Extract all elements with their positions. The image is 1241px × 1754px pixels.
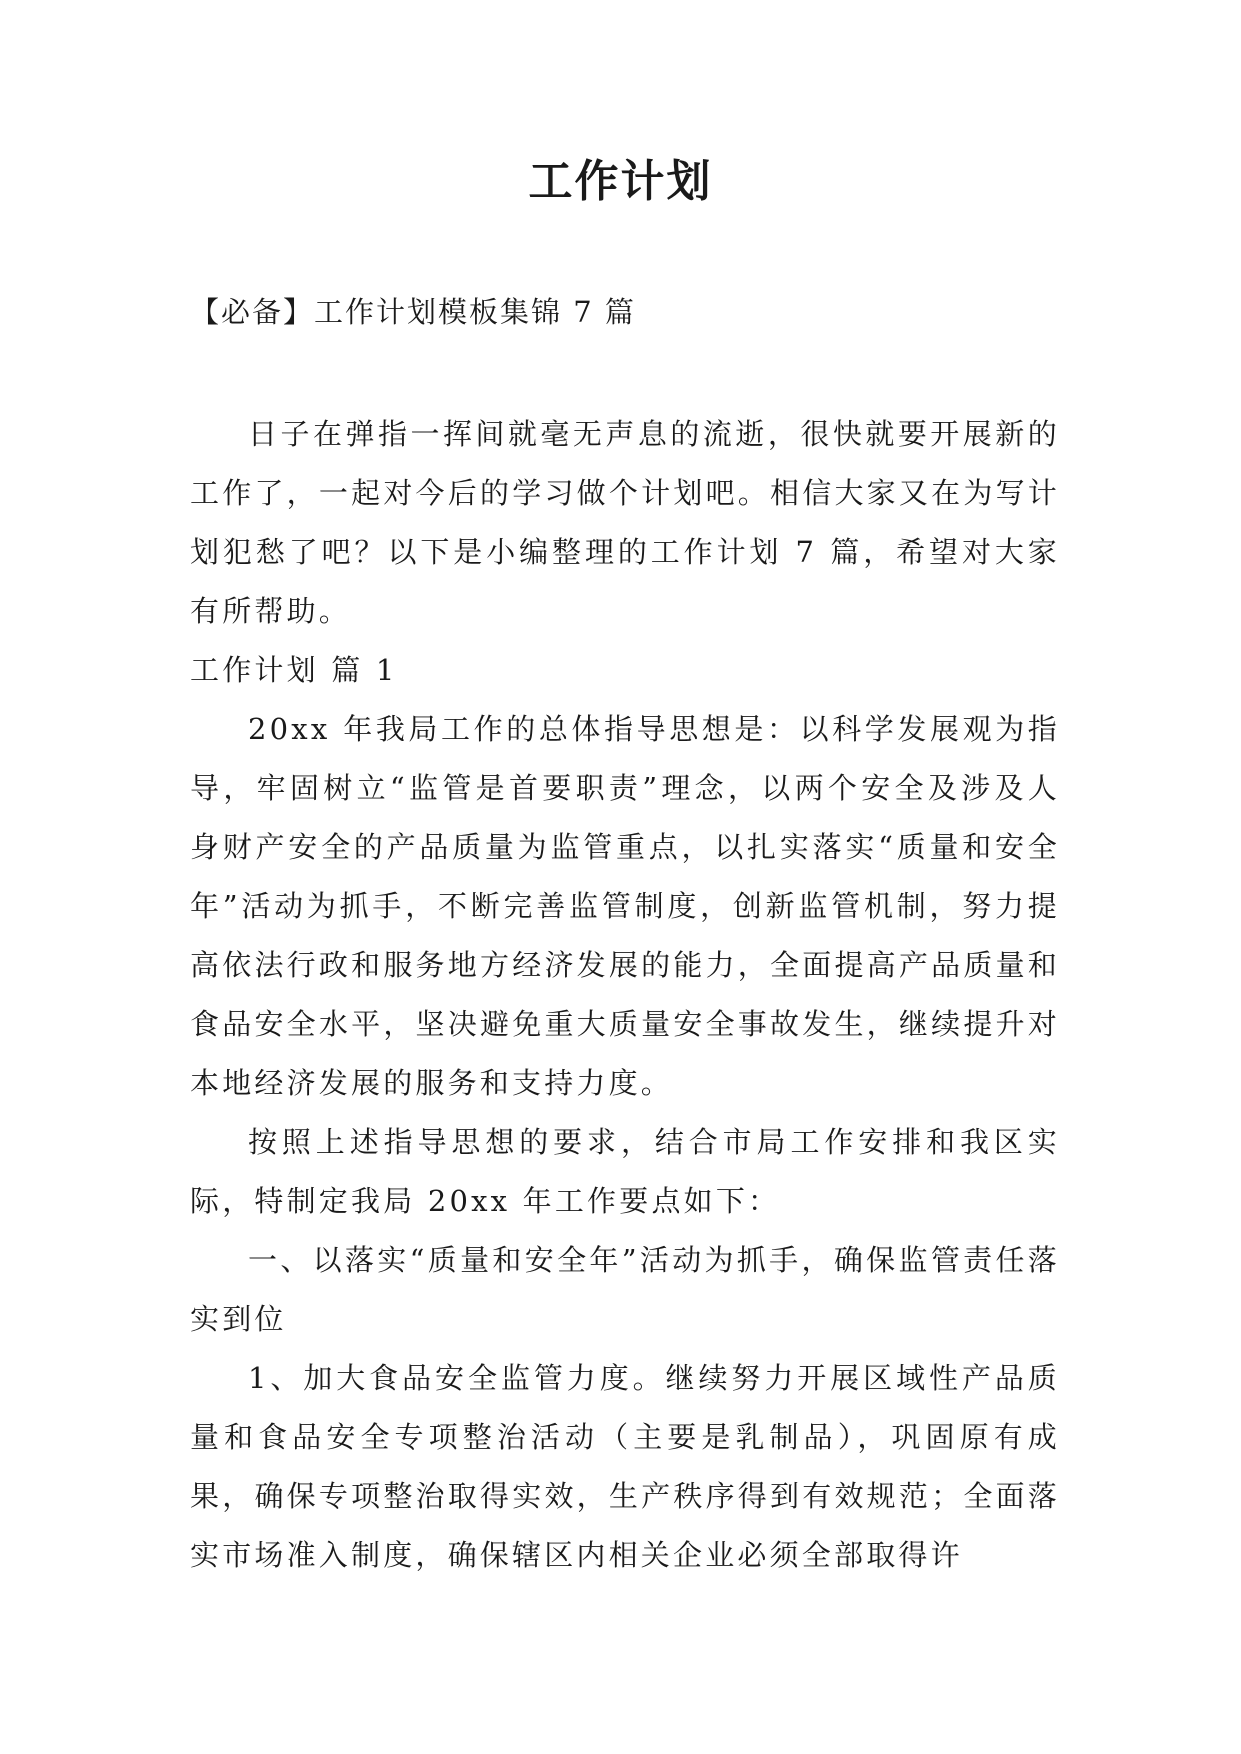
- guiding-thought-paragraph: 20xx 年我局工作的总体指导思想是：以科学发展观为指导，牢固树立“监管是首要职责”理念，以两个安全及涉及人身财产安全的产品质量为监管重点，以扎实落实“质量和安全年”活动为抓手，不断完善监管制度，创新监管机制，努力提高依法行政和服务地方经济发展的能力，全面提高产品质量和食品安全水平，坚决避免重大质量安全事故发生，继续提升对本地经济发展的服务和支持力度。: [190, 712, 1060, 1100]
- point-one-heading: 一、以落实“质量和安全年”活动为抓手，确保监管责任落实到位: [190, 1243, 1060, 1336]
- key-points-intro-paragraph: 按照上述指导思想的要求，结合市局工作安排和我区实际，特制定我局 20xx 年工作要点如下：: [190, 1125, 1060, 1218]
- section-heading: 工作计划 篇 1: [190, 653, 398, 687]
- document-body: [190, 405, 1060, 1585]
- item-one-paragraph: 1、加大食品安全监管力度。继续努力开展区域性产品质量和食品安全专项整治活动（主要是乳制品），巩固原有成果，确保专项整治取得实效，生产秩序得到有效规范；全面落实市场准入制度，确保辖区内相关企业必须全部取得许: [190, 1361, 1060, 1572]
- document-subtitle: 【必备】工作计划模板集锦 7 篇: [190, 295, 636, 329]
- document-title: 工作计划: [528, 156, 713, 207]
- intro-paragraph: 日子在弹指一挥间就毫无声息的流逝，很快就要开展新的工作了，一起对今后的学习做个计划吧。相信大家又在为写计划犯愁了吧？以下是小编整理的工作计划 7 篇，希望对大家有所帮助。: [190, 417, 1060, 628]
